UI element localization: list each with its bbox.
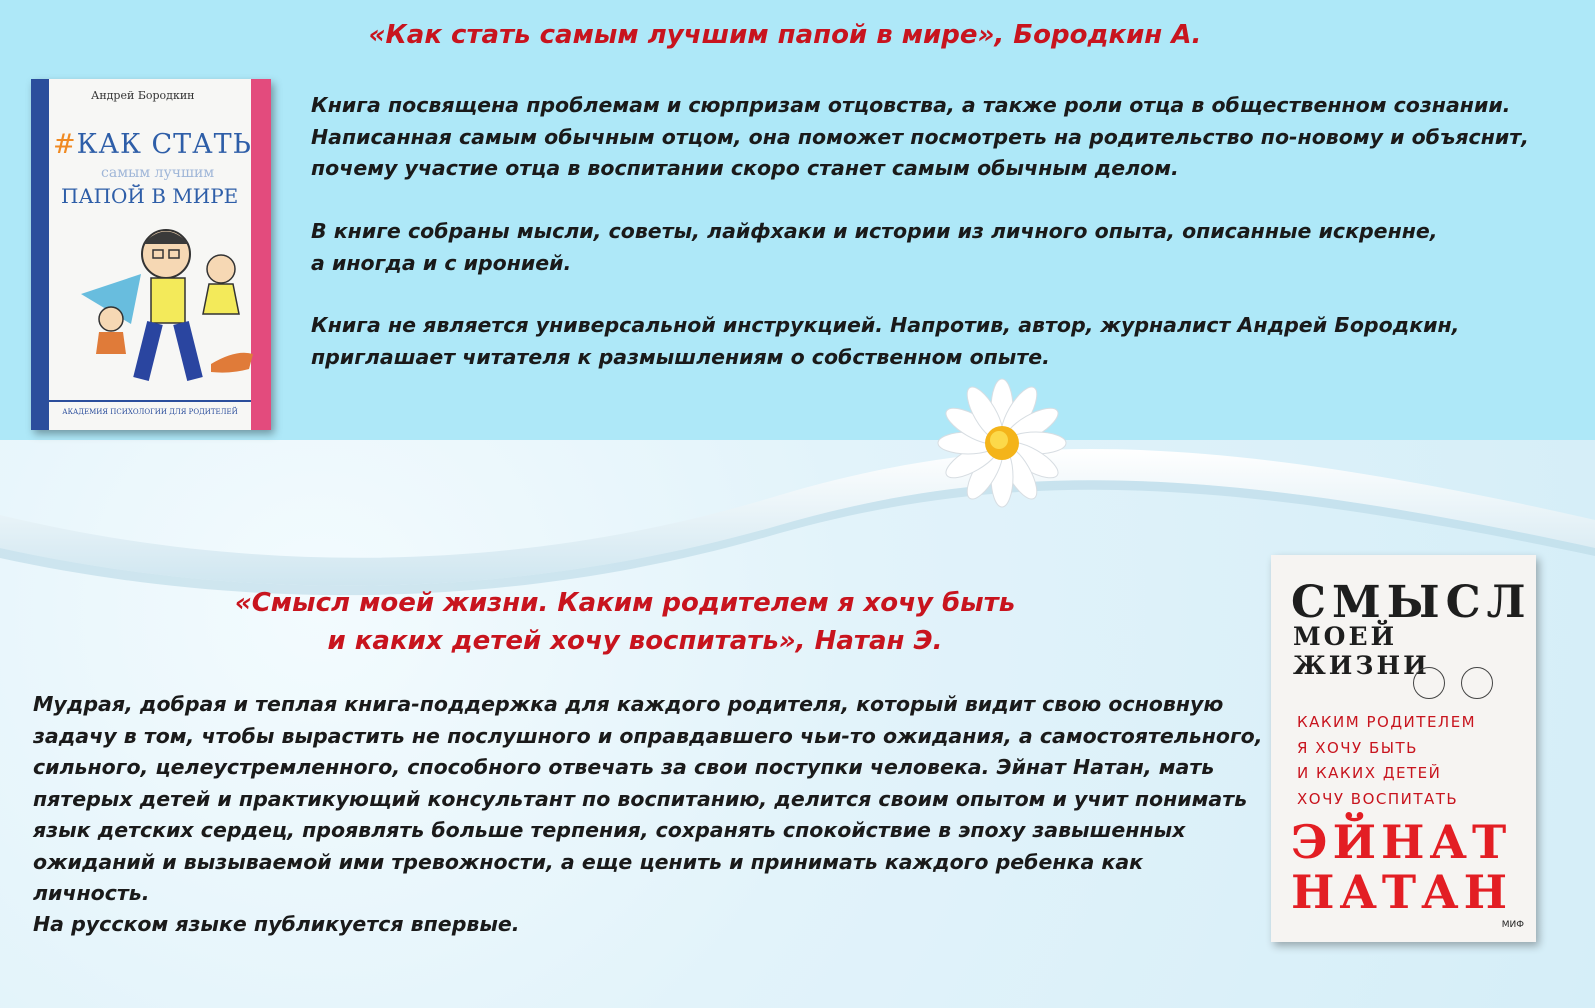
book2-cover-title2: МОЕЙ ЖИЗНИ [1293, 622, 1430, 680]
book2-cover-author1: ЭЙНАТ [1291, 815, 1512, 869]
book1-paragraph-1: Книга посвящена проблемам и сюрпризам отцовства, а также роли отца в общественном сознании. Написанная самым обычным отцом, она поможет посмотреть на родительство по-новому и объяснит, почему участие отца в воспитании скоро станет самым обычным делом. [311, 93, 1529, 180]
family-drawing-icon [71, 214, 256, 389]
book1-paragraph-3: Книга не является универсальной инструкцией. Напротив, автор, журналист Андрей Бородкин, приглашает читателя к размышлениям о собственном опыте. [311, 313, 1460, 369]
book1-cover [31, 79, 271, 430]
book1-cover-line2: самым лучшим [101, 165, 215, 181]
book2-title-line1: «Смысл моей жизни. Каким родителем я хочу быть [234, 588, 1016, 618]
book1-cover-author: Андрей Бородкин [91, 89, 195, 102]
book2-cover [1271, 555, 1536, 942]
book2-cover-publisher: МИФ [1501, 920, 1524, 930]
book1-cover-line1: #КАК СТАТЬ [53, 129, 252, 160]
book1-title: «Как стать самым лучшим папой в мире», Бородкин А. [368, 20, 1202, 50]
book1-paragraph-2: В книге собраны мысли, советы, лайфхаки и истории из личного опыта, описанные искренне, а иногда и с иронией. [311, 219, 1438, 275]
book2-title-line2: и каких детей хочу воспитать», Натан Э. [327, 626, 943, 656]
book2-cover-subtitle: КАКИМ РОДИТЕЛЕМ Я ХОЧУ БЫТЬ И КАКИХ ДЕТЕЙ ХОЧУ ВОСПИТАТЬ [1297, 713, 1477, 808]
award-badge-icon [1461, 667, 1493, 699]
book2-cover-title1: СМЫСЛ [1291, 577, 1532, 628]
award-badge-icon [1413, 667, 1445, 699]
book1-cover-line3: ПАПОЙ В МИРЕ [61, 184, 239, 208]
book1-cover-footer: АКАДЕМИЯ ПСИХОЛОГИИ ДЛЯ РОДИТЕЛЕЙ [49, 400, 251, 416]
book2-cover-author2: НАТАН [1291, 865, 1513, 919]
book2-paragraph-2: На русском языке публикуется впервые. [33, 912, 520, 936]
book2-paragraph-1: Мудрая, добрая и теплая книга-поддержка для каждого родителя, который видит свою основную задачу в том, чтобы вырастить не послушного и оправдавшего чьи-то ожидания, а самостоятельного, сильного, целеустремленного, способного отвечать за свои поступки человека. Эйнат Натан, мать пятерых детей и практикующий консультант по воспитанию, делится своим опытом и учит понимать язык детских сердец, проявлять больше терпения, сохранять спокойствие в эпоху завышенных ожиданий и вызываемой ими тревожности, а еще ценить и принимать каждого ребенка как личность. [33, 692, 1263, 905]
